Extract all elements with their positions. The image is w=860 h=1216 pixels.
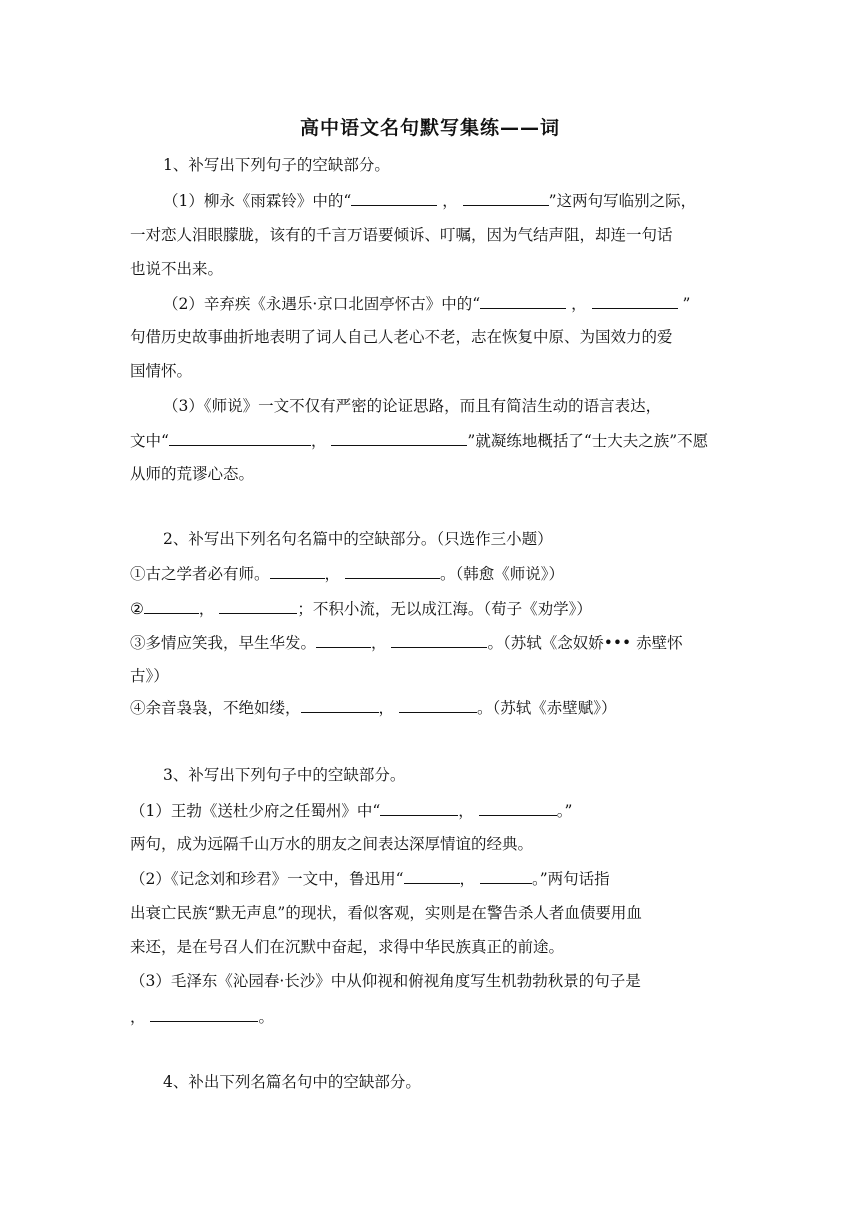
q4-heading: 4、补出下列名篇名句中的空缺部分。 bbox=[163, 1073, 421, 1091]
answer-blank[interactable] bbox=[480, 293, 566, 309]
text: ② bbox=[130, 600, 144, 618]
q1-p1-line3: 也说不出来。 bbox=[130, 260, 224, 278]
answer-blank[interactable] bbox=[404, 868, 460, 884]
text: ， bbox=[566, 295, 587, 313]
answer-blank[interactable] bbox=[150, 1006, 258, 1022]
answer-blank[interactable] bbox=[380, 800, 458, 816]
answer-blank[interactable] bbox=[331, 430, 467, 446]
text: （1）柳永《雨霖铃》中的“ bbox=[163, 192, 352, 210]
text: ， bbox=[458, 802, 474, 820]
answer-blank[interactable] bbox=[351, 190, 437, 206]
q2-item-4 bbox=[130, 697, 616, 718]
page-title: 高中语文名句默写集练——词 bbox=[299, 117, 560, 139]
text: ” bbox=[677, 295, 691, 313]
answer-blank[interactable] bbox=[399, 697, 477, 713]
answer-blank[interactable] bbox=[316, 632, 371, 648]
q1-heading: 1、补写出下列句子的空缺部分。 bbox=[163, 156, 390, 174]
text: 。” bbox=[556, 802, 573, 820]
text: ， bbox=[324, 565, 341, 583]
text: ”就凝练地概括了“士大夫之族”不愿 bbox=[467, 432, 709, 450]
text: ， bbox=[459, 870, 476, 888]
answer-blank[interactable] bbox=[391, 632, 487, 648]
q1-p1-line1 bbox=[163, 190, 696, 211]
text: 。（韩愈《师说》） bbox=[439, 565, 564, 583]
q3-heading: 3、补写出下列句子中的空缺部分。 bbox=[163, 766, 406, 784]
q1-p3-line1: （3）《师说》一文不仅有严密的论证思路，而且有简洁生动的语言表达， bbox=[163, 397, 662, 415]
q1-p2-line1 bbox=[163, 293, 690, 314]
text: 。”两句话指 bbox=[532, 870, 610, 888]
text: ①古之学者必有师。 bbox=[130, 565, 270, 583]
q3-p1-line1 bbox=[130, 800, 572, 821]
text: 文中“ bbox=[130, 432, 169, 450]
text: （2）辛弃疾《永遇乐·京口北固亭怀古》中的“ bbox=[163, 295, 481, 313]
text: ， bbox=[198, 600, 215, 618]
text: ， bbox=[371, 634, 387, 652]
answer-blank[interactable] bbox=[270, 563, 325, 579]
q1-p2-line3: 国情怀。 bbox=[130, 362, 193, 380]
q2-item-1 bbox=[130, 563, 564, 584]
text: ③多情应笑我，早生华发。 bbox=[130, 634, 317, 652]
text: 。 bbox=[258, 1008, 274, 1026]
text: （1）王勃《送杜少府之任蜀州》中“ bbox=[130, 802, 381, 820]
text: ， bbox=[378, 699, 395, 717]
answer-blank[interactable] bbox=[219, 598, 297, 614]
text: （2）《记念刘和珍君》一文中，鲁迅用“ bbox=[130, 870, 404, 888]
answer-blank[interactable] bbox=[479, 800, 557, 816]
text: ”这两句写临别之际， bbox=[548, 192, 697, 210]
q3-p1-line2: 两句，成为远隔千山万水的朋友之间表达深厚情谊的经典。 bbox=[130, 835, 534, 853]
q1-p3-line3: 从师的荒谬心态。 bbox=[130, 465, 255, 483]
q3-p3-line1: （3）毛泽东《沁园春·长沙》中从仰视和俯视角度写生机勃勃秋景的句子是 bbox=[130, 972, 641, 990]
text: ， bbox=[130, 1008, 146, 1026]
text: 。（苏轼《赤壁赋》） bbox=[476, 699, 617, 717]
text: ， bbox=[310, 432, 327, 450]
text: 。（苏轼《念奴娇••• 赤壁怀 bbox=[487, 634, 683, 652]
answer-blank[interactable] bbox=[463, 190, 549, 206]
q3-p2-line3: 来还，是在号召人们在沉默中奋起，求得中华民族真正的前途。 bbox=[130, 938, 565, 956]
q3-p2-line1 bbox=[130, 868, 610, 889]
answer-blank[interactable] bbox=[169, 430, 311, 446]
text: ④余音袅袅，不绝如缕， bbox=[130, 699, 301, 717]
answer-blank[interactable] bbox=[301, 697, 379, 713]
answer-blank[interactable] bbox=[592, 293, 678, 309]
q1-p1-line2: 一对恋人泪眼朦胧，该有的千言万语要倾诉、叮嘱，因为气结声阻，却连一句话 bbox=[130, 226, 673, 244]
text: ；不积小流，无以成江海。（荀子《劝学》） bbox=[297, 600, 592, 618]
answer-blank[interactable] bbox=[345, 563, 440, 579]
q1-p3-line2 bbox=[130, 430, 708, 451]
q2-item-3 bbox=[130, 632, 683, 653]
text: ， bbox=[437, 192, 458, 210]
q3-p2-line2: 出衰亡民族“默无声息”的现状，看似客观，实则是在警告杀人者血债要用血 bbox=[130, 904, 642, 922]
q1-p2-line2: 句借历史故事曲折地表明了词人自己人老心不老，志在恢复中原、为国效力的爱 bbox=[130, 328, 673, 346]
q2-item-3-cont: 古》） bbox=[130, 667, 169, 685]
answer-blank[interactable] bbox=[144, 598, 199, 614]
q2-heading: 2、补写出下列名句名篇中的空缺部分。（只选作三小题） bbox=[163, 530, 553, 548]
q2-item-2 bbox=[130, 598, 592, 619]
answer-blank[interactable] bbox=[480, 868, 532, 884]
q3-p3-line2 bbox=[130, 1006, 274, 1027]
